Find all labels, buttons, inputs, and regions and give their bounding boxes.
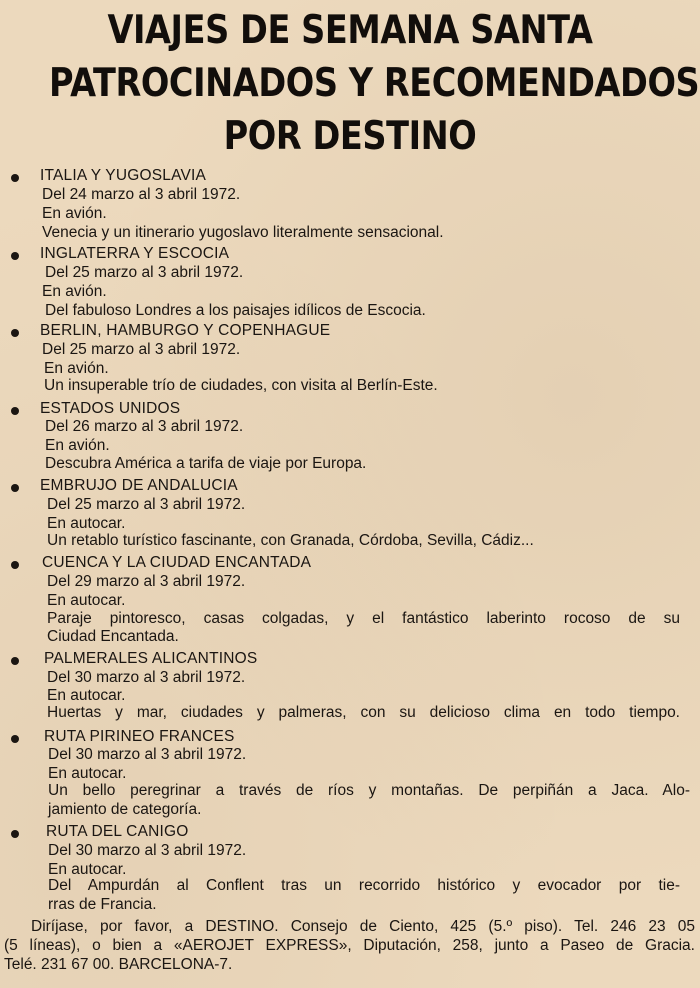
trip-dates: Del 25 marzo al 3 abril 1972. [45, 264, 244, 281]
trip-transport: En avión. [42, 283, 107, 300]
trip-name: BERLIN, HAMBURGO Y COPENHAGUE [40, 322, 331, 339]
trip-description-line-1: Paraje pintoresco, casas colgadas, y el fantástico laberinto rocoso de su [47, 610, 680, 627]
trip-description-line-2: Ciudad Encantada. [47, 628, 179, 645]
trip-transport: En avión. [44, 360, 109, 377]
trip-description: Del fabuloso Londres a los paisajes idílicos de Escocia. [45, 302, 426, 319]
trip-name: CUENCA Y LA CIUDAD ENCANTADA [42, 554, 312, 571]
trip-transport: En autocar. [47, 515, 126, 532]
trip-transport: En autocar. [48, 861, 127, 878]
trip-dates: Del 30 marzo al 3 abril 1972. [47, 669, 246, 686]
trip-name: RUTA PIRINEO FRANCES [44, 728, 235, 745]
trip-description-line-2: rras de Francia. [48, 896, 157, 913]
trip-name: EMBRUJO DE ANDALUCIA [40, 477, 238, 494]
trip-transport: En avión. [42, 205, 107, 222]
trip-name: INGLATERRA Y ESCOCIA [40, 245, 230, 262]
trip-dates: Del 25 marzo al 3 abril 1972. [47, 496, 246, 513]
ad-headline [49, 4, 700, 163]
trip-transport: En avión. [45, 437, 110, 454]
bullet-icon [11, 329, 19, 337]
trip-description: Un insuperable trío de ciudades, con visita al Berlín-Este. [44, 377, 438, 394]
bullet-icon [11, 174, 19, 182]
bullet-icon [11, 407, 19, 415]
bullet-icon [11, 561, 19, 569]
footer-line-2: (5 líneas), o bien a «AEROJET EXPRESS», Diputación, 258, junto a Paseo de Gracia. [4, 937, 695, 954]
trip-description: Descubra América a tarifa de viaje por Europa. [45, 455, 367, 472]
bullet-icon [11, 252, 19, 260]
trip-dates: Del 30 marzo al 3 abril 1972. [48, 746, 247, 763]
trip-description: Venecia y un itinerario yugoslavo literalmente sensacional. [42, 224, 444, 241]
headline-line-3: POR DESTINO [223, 114, 477, 159]
bullet-icon [11, 657, 19, 665]
bullet-icon [11, 735, 19, 743]
footer-line-3: Telé. 231 67 00. BARCELONA-7. [4, 956, 233, 973]
trip-dates: Del 30 marzo al 3 abril 1972. [48, 842, 247, 859]
trip-name: ITALIA Y YUGOSLAVIA [40, 167, 207, 184]
trip-description-line-2: jamiento de categoría. [48, 801, 202, 818]
trip-dates: Del 29 marzo al 3 abril 1972. [47, 573, 246, 590]
bullet-icon [11, 484, 19, 492]
trip-name: ESTADOS UNIDOS [40, 400, 181, 417]
trip-description-line-1: Del Ampurdán al Conflent tras un recorrido histórico y evocador por tie- [48, 877, 680, 894]
bullet-icon [11, 830, 19, 838]
trip-dates: Del 25 marzo al 3 abril 1972. [42, 341, 241, 358]
trip-transport: En autocar. [47, 592, 126, 609]
trip-description: Un retablo turístico fascinante, con Granada, Córdoba, Sevilla, Cádiz... [47, 532, 534, 549]
trip-description: Huertas y mar, ciudades y palmeras, con su delicioso clima en todo tiempo. [47, 704, 680, 721]
trip-dates: Del 24 marzo al 3 abril 1972. [42, 186, 241, 203]
footer-line-1: Diríjase, por favor, a DESTINO. Consejo de Ciento, 425 (5.º piso). Tel. 246 23 05 [31, 918, 695, 935]
headline-line-2: PATROCINADOS Y RECOMENDADOS [49, 61, 700, 106]
trip-transport: En autocar. [47, 687, 126, 704]
headline-line-1: VIAJES DE SEMANA SANTA [107, 8, 593, 53]
trip-transport: En autocar. [48, 765, 127, 782]
trip-dates: Del 26 marzo al 3 abril 1972. [45, 418, 244, 435]
trip-name: RUTA DEL CANIGO [46, 823, 189, 840]
trip-description-line-1: Un bello peregrinar a través de ríos y montañas. De perpiñán a Jaca. Alo- [48, 782, 690, 799]
trip-name: PALMERALES ALICANTINOS [44, 650, 258, 667]
